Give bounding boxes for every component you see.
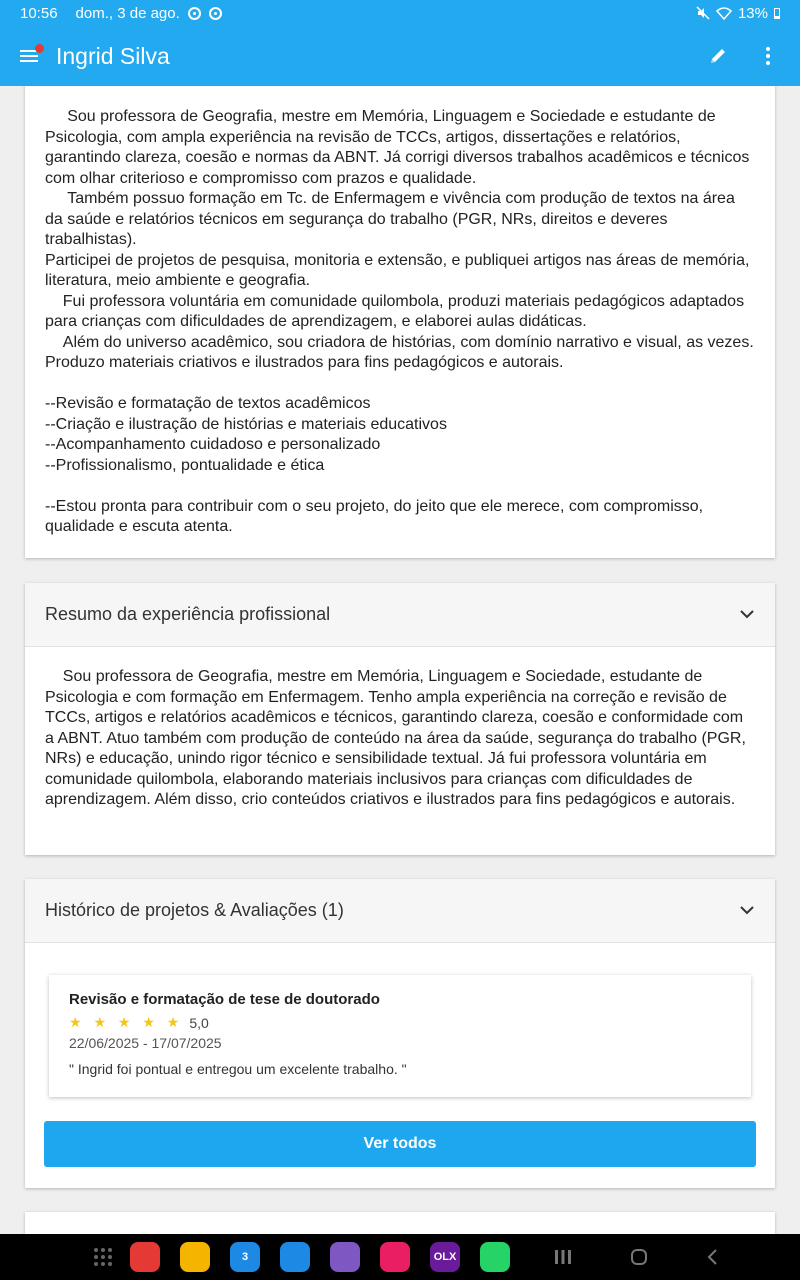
status-date: dom., 3 de ago. bbox=[75, 4, 180, 22]
view-all-button[interactable]: Ver todos bbox=[44, 1121, 756, 1167]
more-options-button[interactable] bbox=[756, 44, 780, 68]
olx-app-icon[interactable]: OLX bbox=[430, 1242, 460, 1272]
experience-card bbox=[25, 583, 775, 855]
scroll-content[interactable] bbox=[0, 86, 800, 1234]
about-closing: --Estou pronta para contribuir com o seu projeto, do jeito que ele merece, com compromisso, qualidade e escuta atenta. bbox=[45, 497, 708, 535]
battery-icon bbox=[774, 8, 780, 19]
about-paragraph: Fui professora voluntária em comunidade quilombola, produzi materiais pedagógicos adaptados para crianças com dificuldades de aprendizagem, e elaborei aulas didáticas. bbox=[45, 292, 749, 330]
internet-app-icon[interactable] bbox=[330, 1242, 360, 1272]
calendar-app-icon[interactable]: 3 bbox=[230, 1242, 260, 1272]
review-comment: " Ingrid foi pontual e entregou um excelente trabalho. " bbox=[69, 1061, 407, 1077]
app-bar bbox=[0, 26, 800, 86]
rating-value: 5,0 bbox=[189, 1014, 209, 1031]
mute-icon bbox=[696, 6, 710, 20]
battery-percent: 13% bbox=[737, 4, 768, 22]
about-bullet: --Acompanhamento cuidadoso e personalizado bbox=[45, 436, 381, 453]
about-bullet: --Criação e ilustração de histórias e materiais educativos bbox=[45, 415, 447, 433]
hamburger-icon[interactable] bbox=[20, 48, 40, 64]
notification-dot bbox=[35, 44, 44, 53]
experience-header-title: Resumo da experiência profissional bbox=[45, 604, 331, 624]
about-paragraph: Além do universo acadêmico, sou criadora de histórias, com domínio narrativo e visual, as vezes. Produzo materiais criativos e ilustrados para fins pedagógicos e autorais. bbox=[45, 333, 759, 371]
about-paragraph: Também possuo formação em Tc. de Enfermagem e vivência com produção de textos na área da saúde e relatórios técnicos em segurança do trabalho (PGR, NRs, direitos e deveres trabalhistas). bbox=[45, 190, 740, 248]
star-rating-icon: ★ ★ ★ ★ ★ bbox=[69, 1014, 184, 1030]
files-app-icon[interactable] bbox=[180, 1242, 210, 1272]
about-spacer bbox=[45, 476, 755, 497]
next-card bbox=[25, 1212, 775, 1234]
edit-button[interactable] bbox=[706, 44, 730, 68]
pencil-icon bbox=[708, 46, 728, 66]
about-paragraph: Sou professora de Geografia, mestre em Memória, Linguagem e Sociedade e estudante de Psicologia, com ampla experiência na revisão de TCCs, artigos, dissertações e relatórios, garantindo clareza, coesão e normas da ABNT. Já corrigi diversos trabalhos acadêmicos e técnicos com olhar criterioso e compromisso com prazos e qualidade. bbox=[45, 108, 754, 187]
review-card[interactable] bbox=[49, 975, 751, 1097]
whatsapp-app-icon[interactable] bbox=[480, 1242, 510, 1272]
experience-text: Sou professora de Geografia, mestre em Memória, Linguagem e Sociedade, estudante de Psicologia e com formação em Enfermagem. Tenho ampla experiência na correção e revisão de TCCs, artigos e relatórios acadêmicos e técnicos, garantindo clareza, coesão e conformidade com a ABNT. Atuo também com produção de conteúdo na área da saúde, segurança do trabalho (PGR, NRs) e educação, unindo rigor técnico e sensibilidade textual. Já fui professora voluntária em comunidade quilombola, elaborando materiais inclusivos para crianças com dificuldades de aprendizagem. Além disso, crio conteúdos criativos e ilustrados para fins pedagógicos e autorais. bbox=[45, 668, 751, 808]
status-time: 10:56 bbox=[20, 4, 58, 22]
status-bar bbox=[0, 0, 800, 26]
about-text bbox=[25, 86, 775, 538]
home-icon[interactable] bbox=[630, 1248, 648, 1266]
camera-app-icon[interactable] bbox=[380, 1242, 410, 1272]
about-card bbox=[25, 86, 775, 558]
page-title: Ingrid Silva bbox=[56, 42, 170, 69]
about-paragraph: Participei de projetos de pesquisa, monitoria e extensão, e publiquei artigos nas áreas de memória, literatura, meio ambiente e geografia. bbox=[45, 251, 754, 289]
projects-header-title: Histórico de projetos & Avaliações (1) bbox=[45, 900, 344, 920]
wifi-icon bbox=[716, 7, 732, 20]
more-vert-icon bbox=[765, 46, 771, 66]
experience-header[interactable] bbox=[25, 583, 775, 647]
review-dates: 22/06/2025 - 17/07/2025 bbox=[69, 1035, 222, 1051]
notification-icon bbox=[188, 7, 201, 20]
chrome-icon bbox=[209, 7, 222, 20]
messages-app-icon[interactable] bbox=[280, 1242, 310, 1272]
recent-apps-icon[interactable] bbox=[554, 1249, 572, 1265]
about-bullet: --Revisão e formatação de textos acadêmicos bbox=[45, 395, 371, 412]
about-spacer bbox=[45, 374, 755, 395]
navigation-bar bbox=[0, 1234, 800, 1280]
flipboard-app-icon[interactable] bbox=[130, 1242, 160, 1272]
chevron-down-icon bbox=[739, 903, 755, 919]
app-drawer-icon[interactable] bbox=[92, 1246, 114, 1268]
projects-header[interactable] bbox=[25, 879, 775, 943]
projects-card bbox=[25, 879, 775, 1188]
review-title: Revisão e formatação de tese de doutorado bbox=[69, 991, 380, 1008]
about-bullet: --Profissionalismo, pontualidade e ética bbox=[45, 456, 325, 474]
chevron-down-icon bbox=[739, 607, 755, 623]
back-icon[interactable] bbox=[706, 1248, 718, 1266]
